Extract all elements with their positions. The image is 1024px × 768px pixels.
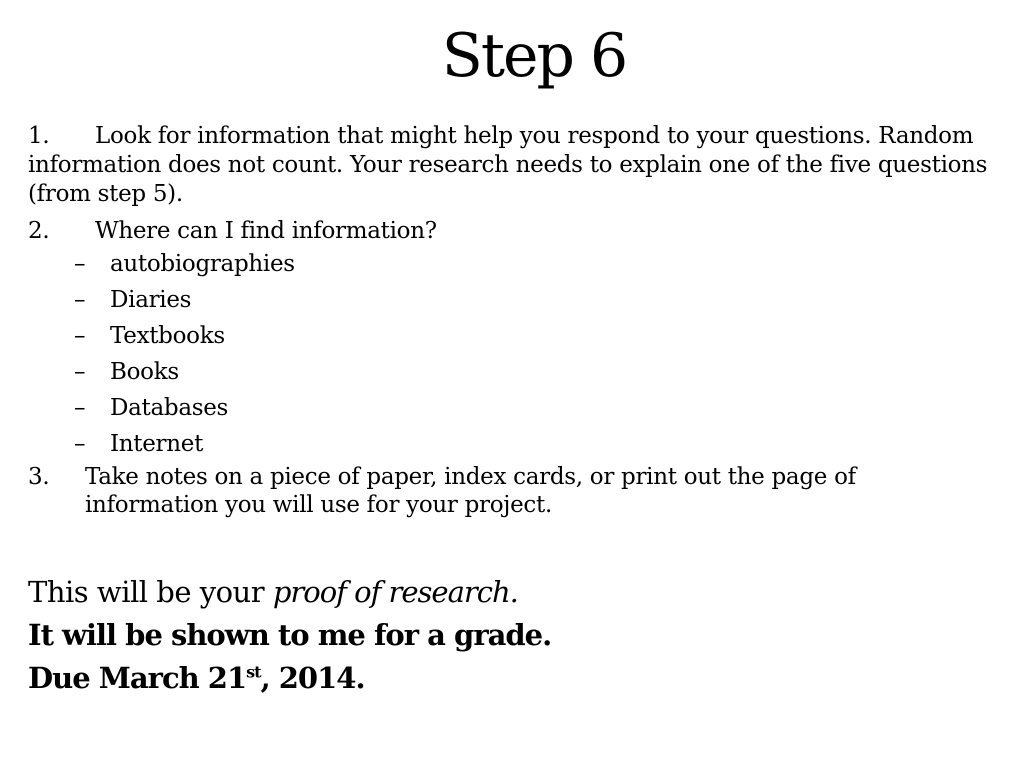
source-item-internet (28, 426, 988, 462)
list-item-3 (28, 463, 988, 519)
source-item-books (28, 354, 988, 390)
dash-bullet: – (74, 431, 86, 457)
list-item-3-number: 3. (28, 464, 50, 490)
list-item-2-number: 2. (28, 218, 50, 244)
due-date-ordinal: st (246, 662, 261, 682)
list-item-1 (28, 122, 988, 209)
due-date-line (28, 657, 551, 700)
closing-statement (28, 571, 551, 700)
source-label: autobiographies (110, 251, 295, 277)
source-label: Databases (110, 395, 229, 421)
dash-bullet: – (74, 359, 86, 385)
source-label: Internet (110, 431, 204, 457)
list-item-2 (28, 217, 988, 246)
list-item-1-number: 1. (28, 123, 50, 149)
source-label: Books (110, 359, 179, 385)
dash-bullet: – (74, 251, 86, 277)
source-item-databases (28, 390, 988, 426)
dash-bullet: – (74, 323, 86, 349)
slide-title: Step 6 (441, 21, 627, 91)
due-date-suffix: , 2014. (260, 661, 365, 695)
source-item-diaries (28, 282, 988, 318)
source-item-textbooks (28, 318, 988, 354)
source-item-autobiographies (28, 246, 988, 282)
proof-line-prefix: This will be your (28, 575, 273, 609)
list-item-3-text: Take notes on a piece of paper, index cards, or print out the page of information you will use for your project. (85, 464, 856, 518)
proof-of-research-emphasis: proof of research. (272, 575, 518, 609)
source-list (28, 246, 988, 462)
dash-bullet: – (74, 287, 86, 313)
slide-body (28, 122, 988, 519)
list-item-2-text: Where can I find information? (95, 218, 437, 244)
source-label: Diaries (110, 287, 192, 313)
list-item-1-text: Look for information that might help you respond to your questions. Random information does not count. Your research needs to explain one of the five questions (from step 5). (28, 123, 988, 207)
proof-of-research-line (28, 571, 551, 614)
source-label: Textbooks (110, 323, 225, 349)
dash-bullet: – (74, 395, 86, 421)
due-date-prefix: Due March 21 (28, 661, 247, 695)
grade-line: It will be shown to me for a grade. (28, 618, 552, 652)
